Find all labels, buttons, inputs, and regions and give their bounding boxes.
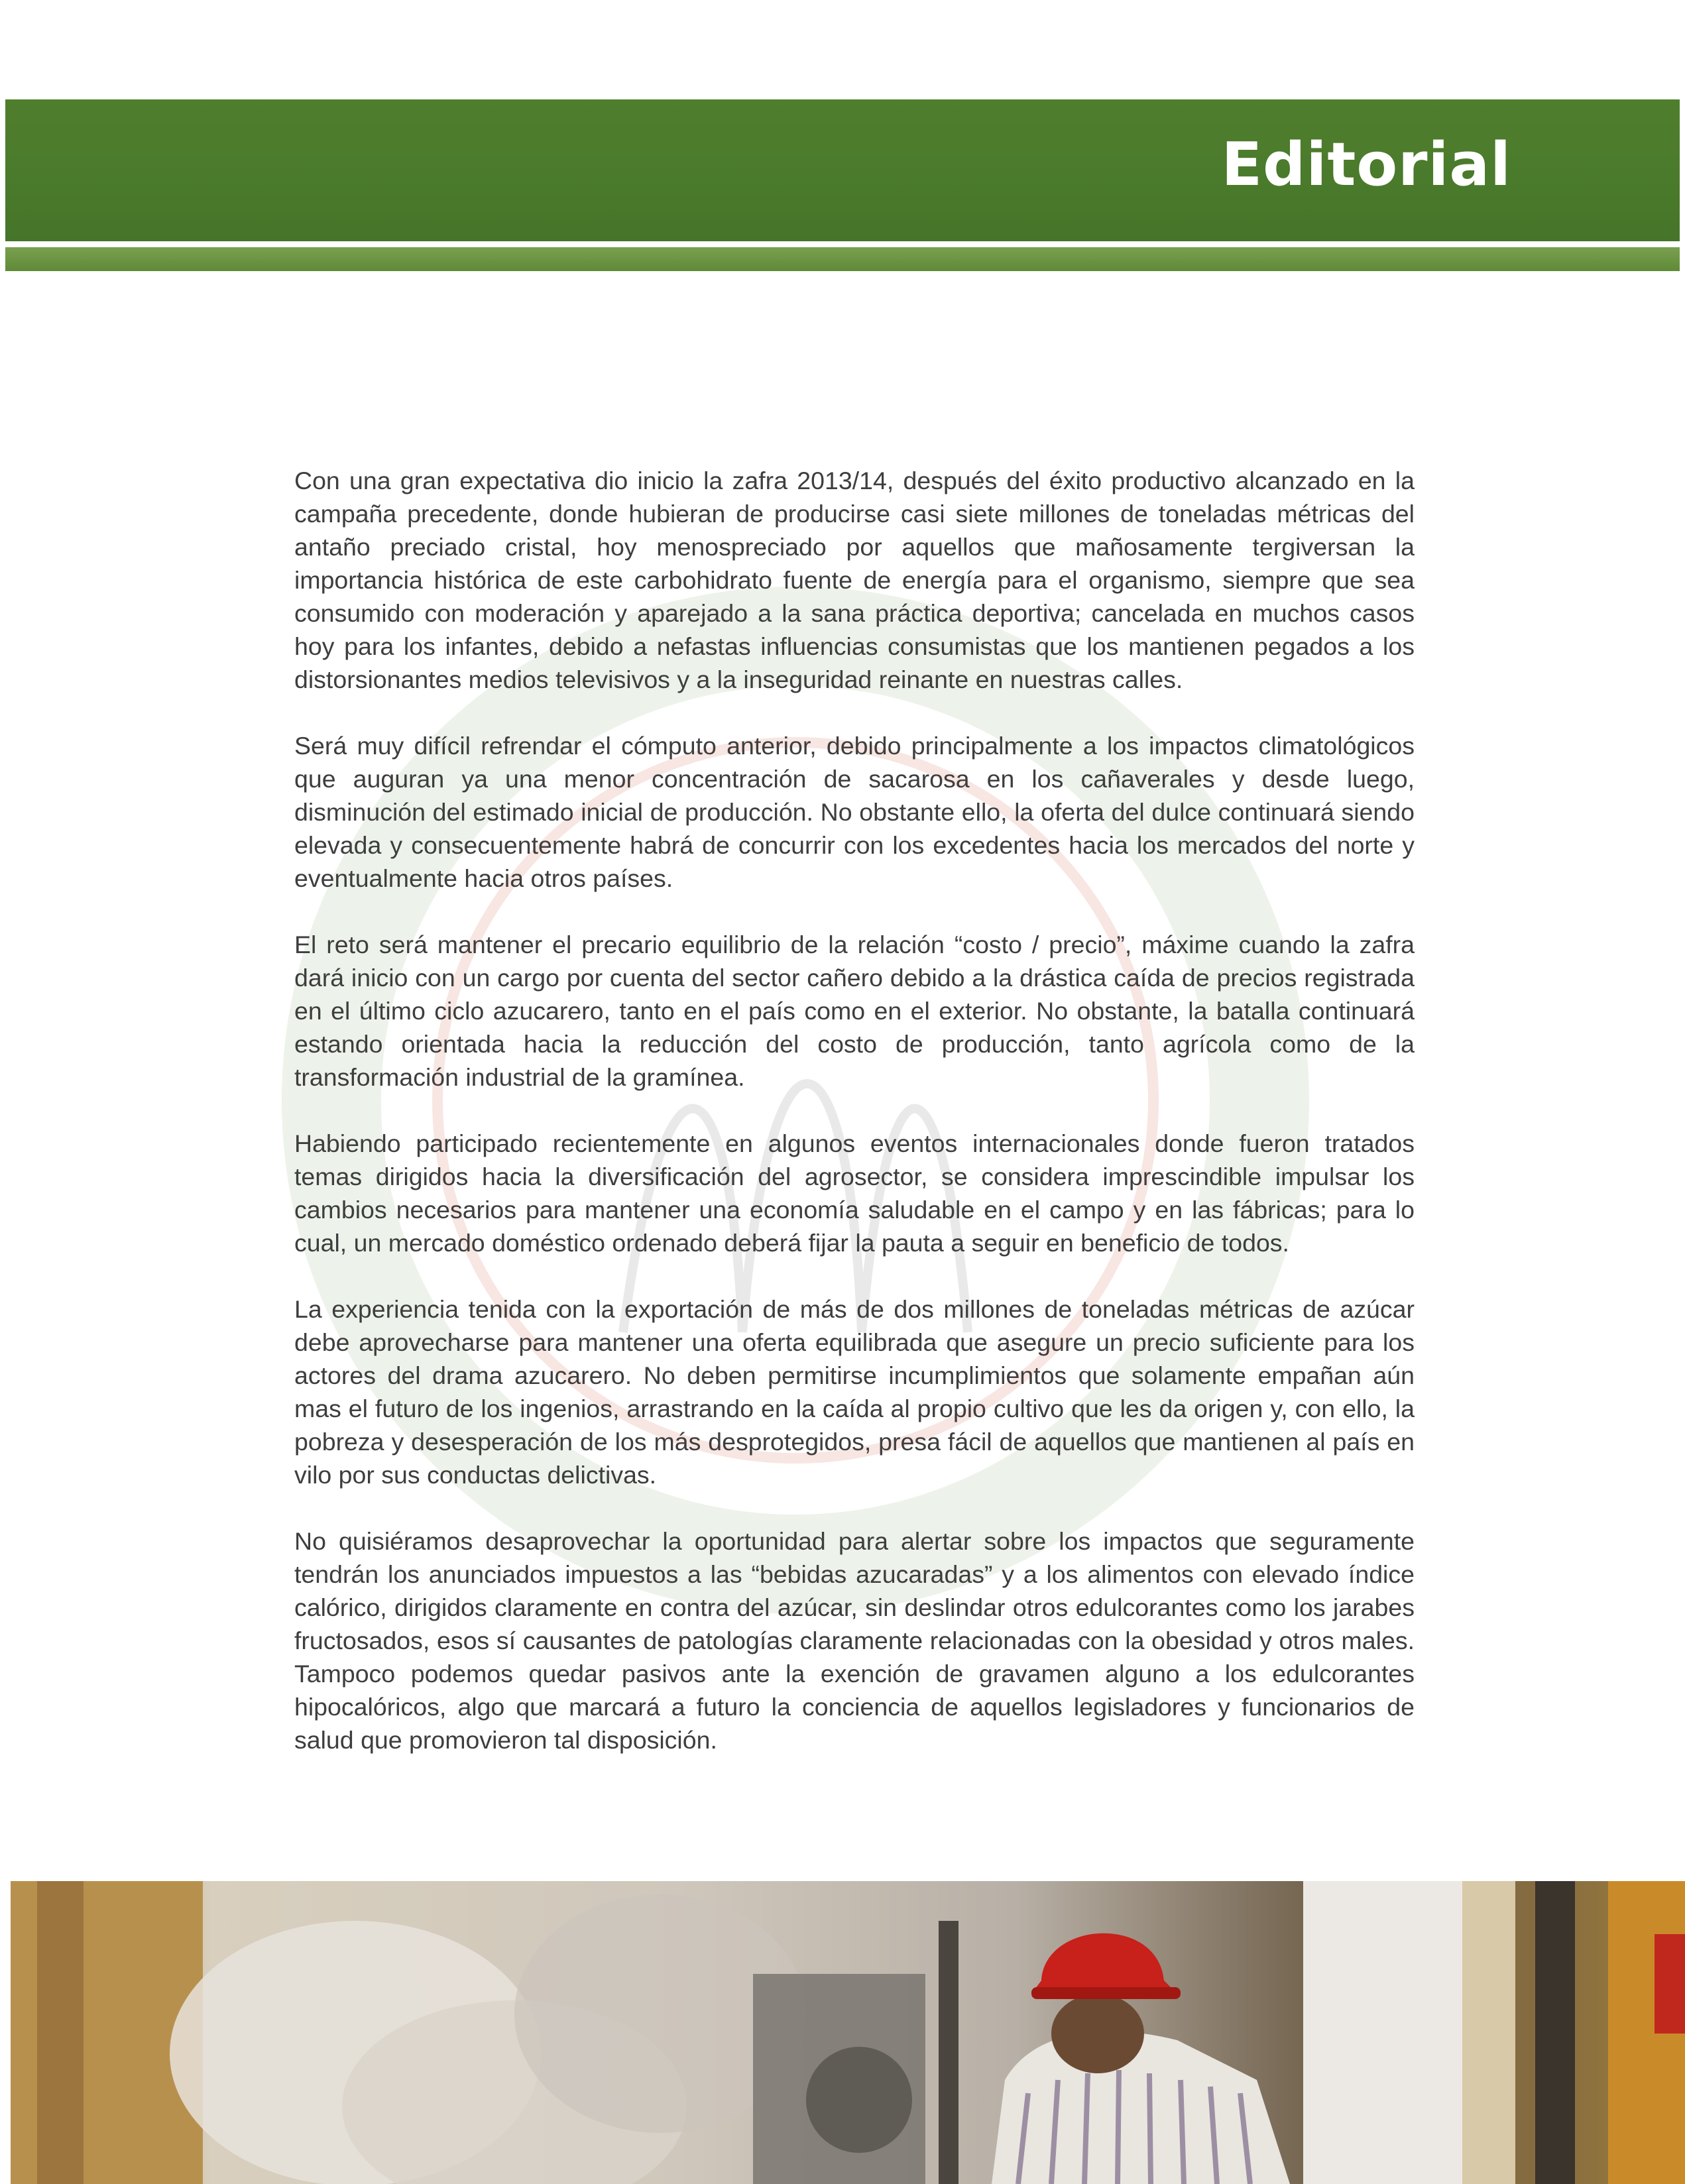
- paragraph: No quisiéramos desaprovechar la oportunidad para alertar sobre los impactos que seguramente tendrán los anunciados impuestos a las “bebidas azucaradas” y a los alimentos con elevado índice calórico, dirigidos claramente en contra del azúcar, sin deslindar otros edulcorantes como los jarabes fructosados, esos sí causantes de patologías claramente relacionadas con la obesidad y otros males. Tampoco podemos quedar pasivos ante la exención de gravamen alguno a los edulcorantes hipocalóricos, algo que marcará a futuro la conciencia de aquellos legisladores y funcionarios de salud que promovieron tal disposición.: [294, 1527, 1415, 1754]
- mill-worker-photo: [11, 1881, 1685, 2184]
- paragraph: La experiencia tenida con la exportación de más de dos millones de toneladas métricas de azúcar debe aprovecharse para mantener una oferta equilibrada que asegure un precio suficiente para los actores del drama azucarero. No deben permitirse incumplimientos que solamente empañan aún mas el futuro de los ingenios, arrastrando en la caída al propio cultivo que les da origen y, con ello, la pobreza y desesperación de los más desprotegidos, presa fácil de aquellos que mantienen al país en vilo por sus conductas delictivas.: [294, 1295, 1415, 1489]
- paragraph: Habiendo participado recientemente en algunos eventos internacionales donde fueron tratados temas dirigidos hacia la diversificación del agrosector, se considera imprescindible impulsar los cambios necesarios para mantener una economía saludable en el campo y en las fábricas; para lo cual, un mercado doméstico ordenado deberá fijar la pauta a seguir en beneficio de todos.: [294, 1129, 1415, 1257]
- header-stripe: [5, 247, 1680, 271]
- paragraph: El reto será mantener el precario equilibrio de la relación “costo / precio”, máxime cuando la zafra dará inicio con un cargo por cuenta del sector cañero debido a la drástica caída de precios registrada en el último ciclo azucarero, tanto en el país como en el exterior. No obstante, la batalla continuará estando orientada hacia la reducción del costo de producción, tanto agrícola como de la transformación industrial de la gramínea.: [294, 931, 1415, 1091]
- paragraph: Con una gran expectativa dio inicio la zafra 2013/14, después del éxito productivo alcanzado en la campaña precedente, donde hubieran de producirse casi siete millones de toneladas métricas del antaño preciado cristal, hoy menospreciado por aquellos que mañosamente tergiversan la importancia histórica de este carbohidrato fuente de energía para el organismo, siempre que sea consumido con moderación y aparejado a la sana práctica deportiva; cancelada en muchos casos hoy para los infantes, debido a nefastas influencias consumistas que los mantienen pegados a los distorsionantes medios televisivos y a la inseguridad reinante en nuestras calles.: [294, 467, 1415, 693]
- page-title: Editorial: [1221, 130, 1511, 200]
- paragraph: Será muy difícil refrendar el cómputo anterior, debido principalmente a los impactos climatológicos que auguran ya una menor concentración de sacarosa en los cañaverales y desde luego, disminución del estimado inicial de producción. No obstante ello, la oferta del dulce continuará siendo elevada y consecuentemente habrá de concurrir con los excedentes hacia los mercados del norte y eventualmente hacia otros países.: [294, 732, 1415, 892]
- article-body: [294, 464, 1415, 1756]
